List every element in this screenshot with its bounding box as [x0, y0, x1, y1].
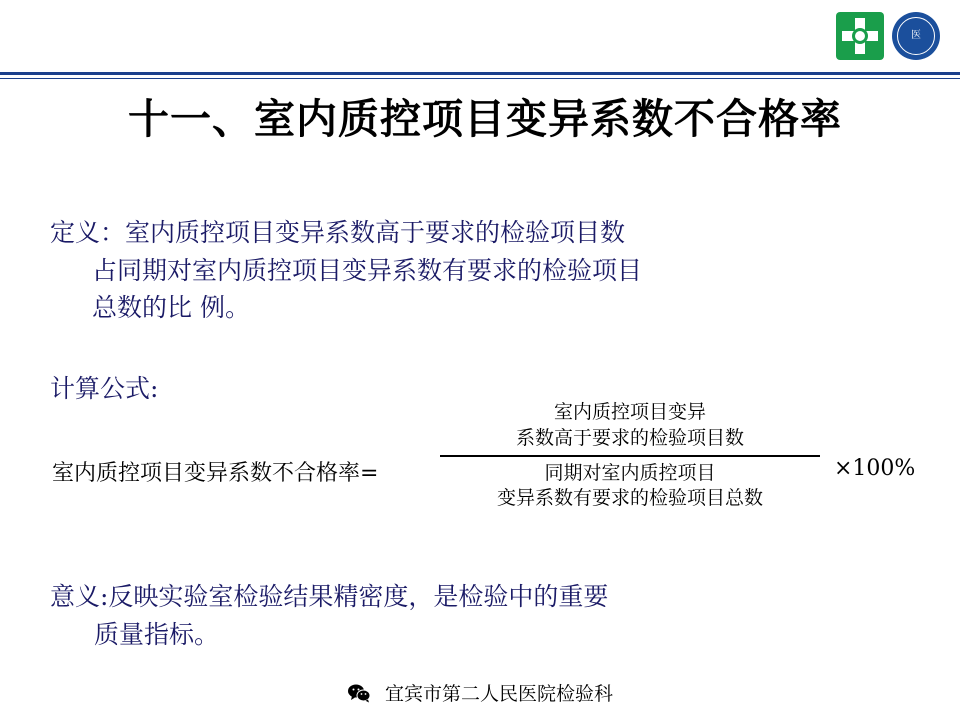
formula-numerator [440, 400, 820, 455]
hospital-cross-logo-icon [836, 12, 884, 60]
footer [0, 679, 960, 706]
seal-label: 医 [911, 30, 921, 41]
definition-line-3: 总数的比 例。 [92, 293, 250, 322]
meaning-line-2: 质量指标。 [94, 619, 220, 649]
header-rule-thin [0, 78, 960, 79]
formula-left-side: 室内质控项目变异系数不合格率= [52, 461, 379, 486]
logo-bar [0, 0, 960, 72]
formula-label: 计算公式: [50, 374, 159, 403]
footer-text: 宜宾市第二人民医院检验科 [385, 683, 614, 705]
header-rule-thick [0, 72, 960, 75]
meaning-line-1: 意义:反映实验室检验结果精密度，是检验中的重要 [50, 582, 609, 611]
formula-denominator [440, 457, 820, 512]
formula-denominator-line-1: 同期对室内质控项目 [544, 461, 716, 484]
formula-block [52, 400, 932, 540]
formula-denominator-line-2: 变异系数有要求的检验项目总数 [496, 487, 763, 510]
cross-center-dot [852, 28, 868, 44]
hospital-seal-logo-icon [892, 12, 940, 60]
formula-fraction [440, 400, 820, 512]
formula-numerator-line-1: 室内质控项目变异 [553, 401, 706, 423]
wechat-icon [347, 683, 371, 703]
page-title: 十一、室内质控项目变异系数不合格率 [128, 95, 842, 143]
formula-numerator-line-2: 系数高于要求的检验项目数 [515, 426, 744, 449]
definition-label: 定义： [50, 218, 126, 247]
definition-line-2: 占同期对室内质控项目变异系数有要求的检验项目 [92, 255, 643, 285]
definition-line-1: 室内质控项目变异系数高于要求的检验项目数 [125, 218, 626, 247]
meaning-block [50, 578, 930, 653]
formula-right-side: ×100% [834, 456, 916, 481]
definition-block [50, 214, 930, 327]
